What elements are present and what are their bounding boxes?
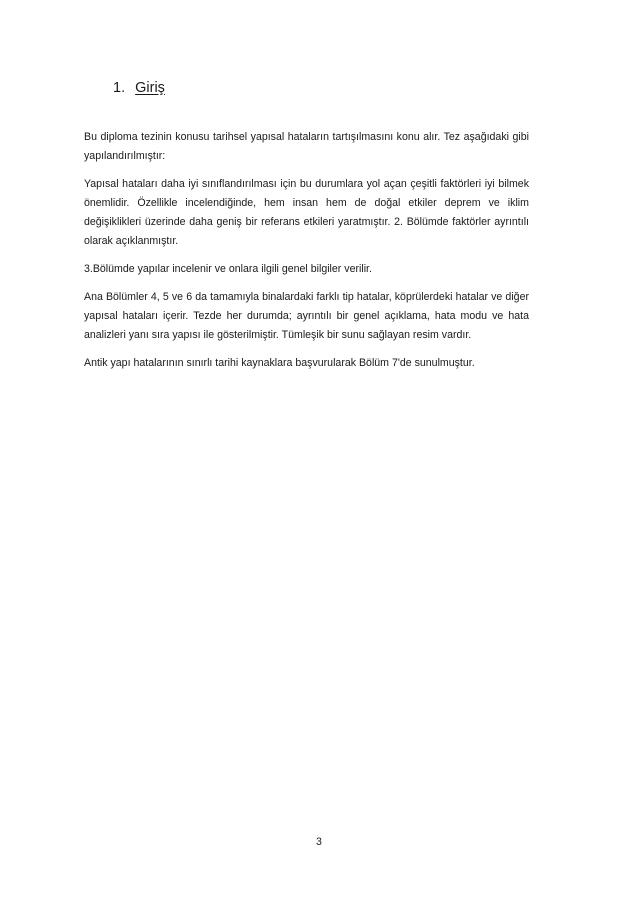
- paragraph-factors: Yapısal hataları daha iyi sınıflandırılması için bu durumlara yol açan çeşitli faktörleri iyi bilmek önemlidir. Özellikle incelendiğinde, hem insan hem de doğal etkiler deprem ve iklim değişiklikleri üzerinde daha geniş bir referans etkileri yaratmıştır. 2. Bölümde faktörler ayrıntılı olarak açıklanmıştır.: [84, 178, 529, 247]
- section-number: 1.: [113, 80, 126, 96]
- paragraph-intro: Bu diploma tezinin konusu tarihsel yapısal hataların tartışılmasını konu alır. Tez aşağıdaki gibi yapılandırılmıştır:: [84, 131, 529, 162]
- page-number: 3: [316, 836, 322, 848]
- section-heading: [113, 80, 165, 96]
- paragraph-ancient: Antik yapı hatalarının sınırlı tarihi kaynaklara başvurularak Bölüm 7'de sunulmuştur.: [84, 357, 475, 369]
- paragraph-structures: 3.Bölümde yapılar incelenir ve onlara ilgili genel bilgiler verilir.: [84, 263, 372, 275]
- paragraph-main-chapters: Ana Bölümler 4, 5 ve 6 da tamamıyla binalardaki farklı tip hatalar, köprülerdeki hatalar ve diğer yapısal hataları içerir. Tezde her durumda; ayrıntılı bir genel açıklama, hata modu ve hata analizleri yanı sıra yapısı ile gösterilmiştir. Tümleşik bir sunu sağlayan resim vardır.: [84, 291, 529, 341]
- section-title: Giriş: [135, 80, 165, 96]
- body-text: [84, 128, 529, 382]
